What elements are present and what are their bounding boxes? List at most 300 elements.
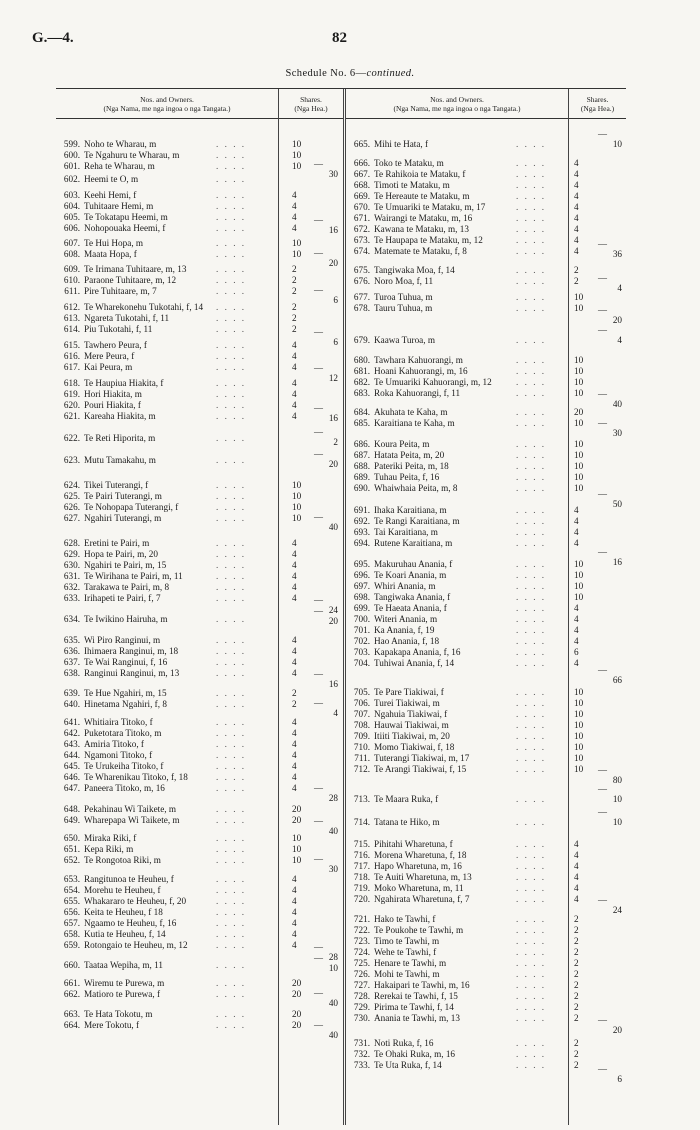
owner-name: Te Maara Ruka, f <box>374 794 439 804</box>
owners-header-line1: Nos. and Owners. <box>140 95 194 104</box>
owner-name: Rutene Karaitiana, m <box>374 538 453 548</box>
owner-name: Tarakawa te Pairi, m, 8 <box>84 582 170 592</box>
subtotal-rule: — <box>314 159 323 169</box>
owner-name: Te Ngahuru te Wharau, m <box>84 150 180 160</box>
share-value: 20 <box>574 407 584 417</box>
leader-dots: . . . . <box>216 815 247 825</box>
table-row <box>346 472 626 483</box>
share-value: 4 <box>292 400 297 410</box>
entry-number: 655. <box>63 896 80 906</box>
share-value: 6 <box>574 647 579 657</box>
owners-header-line2: (Nga Nama, me nga ingoa o nga Tangata.) <box>103 104 231 113</box>
table-row <box>56 582 344 593</box>
share-value: 10 <box>574 753 584 763</box>
owner-name: Anania te Tawhi, m, 13 <box>374 1013 460 1023</box>
owner-name: Karaitiana te Kaha, m <box>374 418 455 428</box>
entry-number: 626. <box>63 502 80 512</box>
table-row <box>56 885 344 896</box>
table-row <box>346 292 626 303</box>
subtotal-value: 20 <box>328 459 338 469</box>
owner-name: Hao Anania, f, 18 <box>374 636 440 646</box>
entry-number: 645. <box>63 761 80 771</box>
table-row <box>56 212 344 223</box>
leader-dots: . . . . <box>516 559 547 569</box>
leader-dots: . . . . <box>216 249 247 259</box>
owner-name: Wharepapa Wi Taikete, m <box>84 815 180 825</box>
table-row <box>346 180 626 191</box>
entry-number: 713. <box>353 794 370 804</box>
table-row <box>56 502 344 513</box>
table-row <box>346 850 626 861</box>
entry-number: 659. <box>63 940 80 950</box>
owner-name: Ka Anania, f, 19 <box>374 625 435 635</box>
leader-dots: . . . . <box>516 335 547 345</box>
table-row <box>346 991 626 1002</box>
entry-number: 632. <box>63 582 80 592</box>
entry-number: 711. <box>354 753 370 763</box>
table-row <box>56 635 344 646</box>
share-value: 4 <box>574 246 579 256</box>
table-row <box>56 264 344 275</box>
share-value: 4 <box>574 603 579 613</box>
leader-dots: . . . . <box>216 614 247 624</box>
owner-name: Wehe te Tawhi, f <box>374 947 437 957</box>
subtotal-rule: — <box>598 765 607 775</box>
owner-name: Akuhata te Kaha, m <box>374 407 448 417</box>
share-value: 4 <box>292 571 297 581</box>
owner-name: Kepa Riki, m <box>84 844 134 854</box>
entry-number: 695. <box>353 559 370 569</box>
owner-name: Rangitunoa te Heuheu, f <box>84 874 174 884</box>
entry-number: 620. <box>63 400 80 410</box>
table-row <box>56 593 344 604</box>
entry-number: 719. <box>353 883 370 893</box>
leader-dots: . . . . <box>516 224 547 234</box>
leader-dots: . . . . <box>216 668 247 678</box>
owner-name: Mutu Tamakahu, m <box>84 455 156 465</box>
subtotal-value: 16 <box>328 679 338 689</box>
entry-number: 676. <box>353 276 370 286</box>
table-row <box>346 958 626 969</box>
share-value: 4 <box>292 549 297 559</box>
table-row <box>346 505 626 516</box>
share-value: 4 <box>574 636 579 646</box>
owner-name: Te Irimana Tuhitaare, m, 13 <box>84 264 187 274</box>
leader-dots: . . . . <box>516 883 547 893</box>
table-row <box>56 833 344 844</box>
entry-number: 667. <box>353 169 370 179</box>
table-row <box>346 169 626 180</box>
owner-name: Te Umuariki Kahuorangi, m, 12 <box>374 377 492 387</box>
leader-dots: . . . . <box>216 340 247 350</box>
subtotal-value: 16 <box>612 557 622 567</box>
leader-dots: . . . . <box>516 709 547 719</box>
subtotal-value: 40 <box>328 998 338 1008</box>
owner-name: Turei Tiakiwai, m <box>374 698 440 708</box>
owner-name: Whakararo te Heuheu, f, 20 <box>84 896 187 906</box>
share-value: 10 <box>292 855 302 865</box>
entry-number: 602. <box>63 174 80 184</box>
entry-number: 688. <box>353 461 370 471</box>
entry-number: 656. <box>63 907 80 917</box>
owner-name: Ranginui Ranginui, m, 13 <box>84 668 180 678</box>
leader-dots: . . . . <box>516 839 547 849</box>
owner-name: Ngahuia Tiakiwai, f <box>374 709 448 719</box>
share-value: 2 <box>574 980 579 990</box>
table-row <box>56 190 344 201</box>
share-value: 10 <box>574 570 584 580</box>
subtotal-rule: — <box>314 363 323 373</box>
entry-number: 621. <box>63 411 80 421</box>
entry-number: 619. <box>63 389 80 399</box>
owner-name: Roka Kahuorangi, f, 11 <box>374 388 461 398</box>
share-value: 2 <box>574 1013 579 1023</box>
table-row <box>56 960 344 971</box>
table-row <box>346 625 626 636</box>
share-value: 10 <box>292 480 302 490</box>
subtotal-value: 16 <box>328 413 338 423</box>
share-value: 10 <box>292 491 302 501</box>
table-row <box>346 377 626 388</box>
share-value: 20 <box>292 804 302 814</box>
leader-dots: . . . . <box>216 804 247 814</box>
table-row <box>346 224 626 235</box>
table-row <box>56 1020 344 1031</box>
share-value: 4 <box>574 850 579 860</box>
entry-number: 678. <box>353 303 370 313</box>
owner-name: Turoa Tuhua, m <box>374 292 433 302</box>
share-value: 4 <box>292 582 297 592</box>
share-value: 4 <box>574 158 579 168</box>
owner-name: Tawhero Peura, f <box>84 340 147 350</box>
owner-name: Te Urukeiha Titoko, f <box>84 761 164 771</box>
owner-name: Tatana te Hiko, m <box>374 817 440 827</box>
table-row <box>346 698 626 709</box>
share-value: 4 <box>292 411 297 421</box>
owner-name: Piu Tukotahi, f, 11 <box>84 324 153 334</box>
subtotal-rule: — <box>314 942 323 952</box>
table-row <box>56 223 344 234</box>
entry-number: 635. <box>63 635 80 645</box>
table-row <box>346 1038 626 1049</box>
table-row <box>56 324 344 335</box>
entry-number: 634. <box>63 614 80 624</box>
leader-dots: . . . . <box>216 389 247 399</box>
share-value: 10 <box>574 720 584 730</box>
share-value: 4 <box>292 378 297 388</box>
subtotal-value: 20 <box>328 258 338 268</box>
owner-name: Reha te Wharau, m <box>84 161 155 171</box>
table-row <box>56 538 344 549</box>
table-row <box>56 646 344 657</box>
owner-name: Tuhitaare Hemi, m <box>84 201 154 211</box>
entry-number: 668. <box>353 180 370 190</box>
share-value: 2 <box>574 991 579 1001</box>
owner-name: Te Wirihana te Pairi, m, 11 <box>84 571 183 581</box>
table-row <box>346 764 626 775</box>
table-row <box>56 313 344 324</box>
leader-dots: . . . . <box>216 896 247 906</box>
leader-dots: . . . . <box>216 201 247 211</box>
subtotal-value: 10 <box>612 139 622 149</box>
table-row <box>346 366 626 377</box>
leader-dots: . . . . <box>516 483 547 493</box>
entry-number: 613. <box>63 313 80 323</box>
table-row <box>56 750 344 761</box>
owner-name: Te Koari Anania, m <box>374 570 447 580</box>
entry-number: 672. <box>353 224 370 234</box>
entry-number: 657. <box>63 918 80 928</box>
subtotal-rule: — <box>314 248 323 258</box>
subtotal-rule: — <box>314 953 323 963</box>
entry-number: 691. <box>353 505 370 515</box>
table-row <box>56 174 344 185</box>
leader-dots: . . . . <box>216 313 247 323</box>
leader-dots: . . . . <box>216 538 247 548</box>
entry-number: 638. <box>63 668 80 678</box>
share-value: 10 <box>574 731 584 741</box>
owner-name: Te Hui Hopa, m <box>84 238 144 248</box>
entry-number: 664. <box>63 1020 80 1030</box>
subtotal-rule: — <box>598 389 607 399</box>
entry-number: 660. <box>63 960 80 970</box>
share-value: 4 <box>292 538 297 548</box>
share-value: 2 <box>292 286 297 296</box>
table-row <box>346 1049 626 1060</box>
table-row <box>56 761 344 772</box>
leader-dots: . . . . <box>216 264 247 274</box>
table-row <box>346 980 626 991</box>
left-column <box>56 89 344 1125</box>
leader-dots: . . . . <box>516 1060 547 1070</box>
entry-number: 622. <box>63 433 80 443</box>
leader-dots: . . . . <box>516 191 547 201</box>
table-row <box>56 657 344 668</box>
owner-name: Matioro te Purewa, f <box>84 989 161 999</box>
leader-dots: . . . . <box>216 929 247 939</box>
share-value: 10 <box>574 439 584 449</box>
owner-name: Tawhara Kahuorangi, m <box>374 355 463 365</box>
leader-dots: . . . . <box>516 1038 547 1048</box>
leader-dots: . . . . <box>516 202 547 212</box>
schedule-label: Schedule No. 6— <box>285 68 367 79</box>
leader-dots: . . . . <box>516 139 547 149</box>
entry-number: 650. <box>63 833 80 843</box>
leader-dots: . . . . <box>216 480 247 490</box>
leader-dots: . . . . <box>516 658 547 668</box>
owner-name: Kaawa Turoa, m <box>374 335 435 345</box>
leader-dots: . . . . <box>216 324 247 334</box>
leader-dots: . . . . <box>216 918 247 928</box>
share-value: 10 <box>574 687 584 697</box>
owner-name: Hapo Wharetuna, m, 16 <box>374 861 462 871</box>
share-value: 4 <box>292 340 297 350</box>
owner-name: Mihi te Hata, f <box>374 139 429 149</box>
table-row <box>56 433 344 444</box>
table-row <box>346 969 626 980</box>
owner-name: Te Hata Tokotu, m <box>84 1009 153 1019</box>
table-row <box>346 914 626 925</box>
share-value: 4 <box>574 202 579 212</box>
entry-number: 612. <box>63 302 80 312</box>
share-value: 4 <box>292 190 297 200</box>
entry-number: 652. <box>63 855 80 865</box>
entry-number: 658. <box>63 929 80 939</box>
leader-dots: . . . . <box>216 844 247 854</box>
share-value: 4 <box>574 213 579 223</box>
leader-dots: . . . . <box>516 461 547 471</box>
share-value: 4 <box>292 362 297 372</box>
table-row <box>56 238 344 249</box>
table-row <box>346 235 626 246</box>
subtotal-value: 4 <box>617 335 622 345</box>
entry-number: 686. <box>353 439 370 449</box>
leader-dots: . . . . <box>516 377 547 387</box>
table-row <box>56 139 344 150</box>
owner-name: Pirima te Tawhi, f, 14 <box>374 1002 454 1012</box>
entry-number: 654. <box>63 885 80 895</box>
table-row <box>346 592 626 603</box>
owner-name: Tauru Tuhua, m <box>374 303 433 313</box>
subtotal-value: 36 <box>612 249 622 259</box>
table-row <box>56 302 344 313</box>
owner-name: Mere Peura, f <box>84 351 135 361</box>
leader-dots: . . . . <box>516 366 547 376</box>
table-row <box>56 378 344 389</box>
subtotal-value: 20 <box>328 616 338 626</box>
owner-name: Ihaka Karaitiana, m <box>374 505 447 515</box>
share-value: 2 <box>574 276 579 286</box>
share-value: 2 <box>574 947 579 957</box>
leader-dots: . . . . <box>216 885 247 895</box>
share-value: 10 <box>574 366 584 376</box>
subtotal-value: 16 <box>328 225 338 235</box>
subtotal-rule: — <box>314 215 323 225</box>
share-value: 20 <box>292 978 302 988</box>
schedule-continued: continued. <box>366 68 415 79</box>
owner-name: Rotongaio te Heuheu, m, 12 <box>84 940 188 950</box>
table-row <box>346 947 626 958</box>
owner-name: Te Tokatapu Heemi, m <box>84 212 168 222</box>
entry-number: 643. <box>63 739 80 749</box>
owners-header-line2: (Nga Nama, me nga ingoa o nga Tangata.) <box>393 104 521 113</box>
table-row <box>56 929 344 940</box>
subtotal-value: 30 <box>612 428 622 438</box>
subtotal-value: 12 <box>328 373 338 383</box>
owner-name: Hakaipari te Tawhi, m, 16 <box>374 980 470 990</box>
entry-number: 677. <box>353 292 370 302</box>
document-code: G.—4. <box>32 30 74 46</box>
table-row <box>346 303 626 314</box>
table-row <box>346 335 626 346</box>
table-row <box>346 753 626 764</box>
owner-name: Taataa Wepiha, m, 11 <box>84 960 163 970</box>
subtotal-value: 6 <box>333 295 338 305</box>
owner-name: Te Ohaki Ruka, m, 16 <box>374 1049 456 1059</box>
entry-number: 662. <box>63 989 80 999</box>
table-row <box>56 783 344 794</box>
share-value: 4 <box>292 896 297 906</box>
subtotal-value: 80 <box>612 775 622 785</box>
entry-number: 673. <box>353 235 370 245</box>
owner-name: Pouri Hiakita, f <box>84 400 141 410</box>
leader-dots: . . . . <box>216 688 247 698</box>
leader-dots: . . . . <box>216 161 247 171</box>
share-value: 2 <box>574 265 579 275</box>
table-row <box>56 161 344 172</box>
leader-dots: . . . . <box>516 388 547 398</box>
entry-number: 682. <box>353 377 370 387</box>
entry-number: 717. <box>353 861 370 871</box>
leader-dots: . . . . <box>216 502 247 512</box>
entry-number: 684. <box>353 407 370 417</box>
entry-number: 628. <box>63 538 80 548</box>
leader-dots: . . . . <box>216 513 247 523</box>
owner-name: Te Pairi Tuterangi, m <box>84 491 162 501</box>
subtotal-rule: — <box>598 273 607 283</box>
entry-number: 674. <box>353 246 370 256</box>
entry-number: 702. <box>353 636 370 646</box>
owner-name: Tangiwaka Anania, f <box>374 592 451 602</box>
share-value: 10 <box>292 513 302 523</box>
leader-dots: . . . . <box>216 302 247 312</box>
leader-dots: . . . . <box>216 351 247 361</box>
share-value: 2 <box>574 925 579 935</box>
leader-dots: . . . . <box>516 850 547 860</box>
entry-number: 675. <box>353 265 370 275</box>
leader-dots: . . . . <box>516 213 547 223</box>
owner-name: Hopa te Pairi, m, 20 <box>84 549 158 559</box>
entry-number: 722. <box>353 925 370 935</box>
share-value: 2 <box>574 1038 579 1048</box>
table-row <box>56 728 344 739</box>
page-number: 82 <box>332 30 347 46</box>
owner-name: Paneera Titoko, m, 16 <box>84 783 165 793</box>
table-row <box>346 581 626 592</box>
share-value: 4 <box>292 783 297 793</box>
table-row <box>346 647 626 658</box>
owner-name: Te Haupapa te Mataku, m, 12 <box>374 235 483 245</box>
leader-dots: . . . . <box>216 1009 247 1019</box>
table-row <box>56 491 344 502</box>
leader-dots: . . . . <box>216 978 247 988</box>
table-row <box>346 276 626 287</box>
owner-name: Maata Hopa, f <box>84 249 137 259</box>
leader-dots: . . . . <box>516 292 547 302</box>
leader-dots: . . . . <box>216 238 247 248</box>
subtotal-rule: — <box>598 418 607 428</box>
entry-number: 733. <box>353 1060 370 1070</box>
share-value: 10 <box>574 764 584 774</box>
owner-name: Nohopouaka Heemi, f <box>84 223 166 233</box>
table-row <box>56 739 344 750</box>
owner-name: Moko Wharetuna, m, 11 <box>374 883 464 893</box>
share-value: 4 <box>574 883 579 893</box>
share-value: 10 <box>574 698 584 708</box>
table-row <box>346 202 626 213</box>
leader-dots: . . . . <box>216 400 247 410</box>
table-row <box>346 936 626 947</box>
leader-dots: . . . . <box>516 936 547 946</box>
entry-number: 605. <box>63 212 80 222</box>
share-value: 4 <box>292 389 297 399</box>
leader-dots: . . . . <box>216 1020 247 1030</box>
owner-name: Makuruhau Anania, f <box>374 559 453 569</box>
leader-dots: . . . . <box>516 418 547 428</box>
entry-number: 707. <box>353 709 370 719</box>
subtotal-value: 40 <box>328 1030 338 1040</box>
owner-name: Timoti te Mataku, m <box>374 180 450 190</box>
